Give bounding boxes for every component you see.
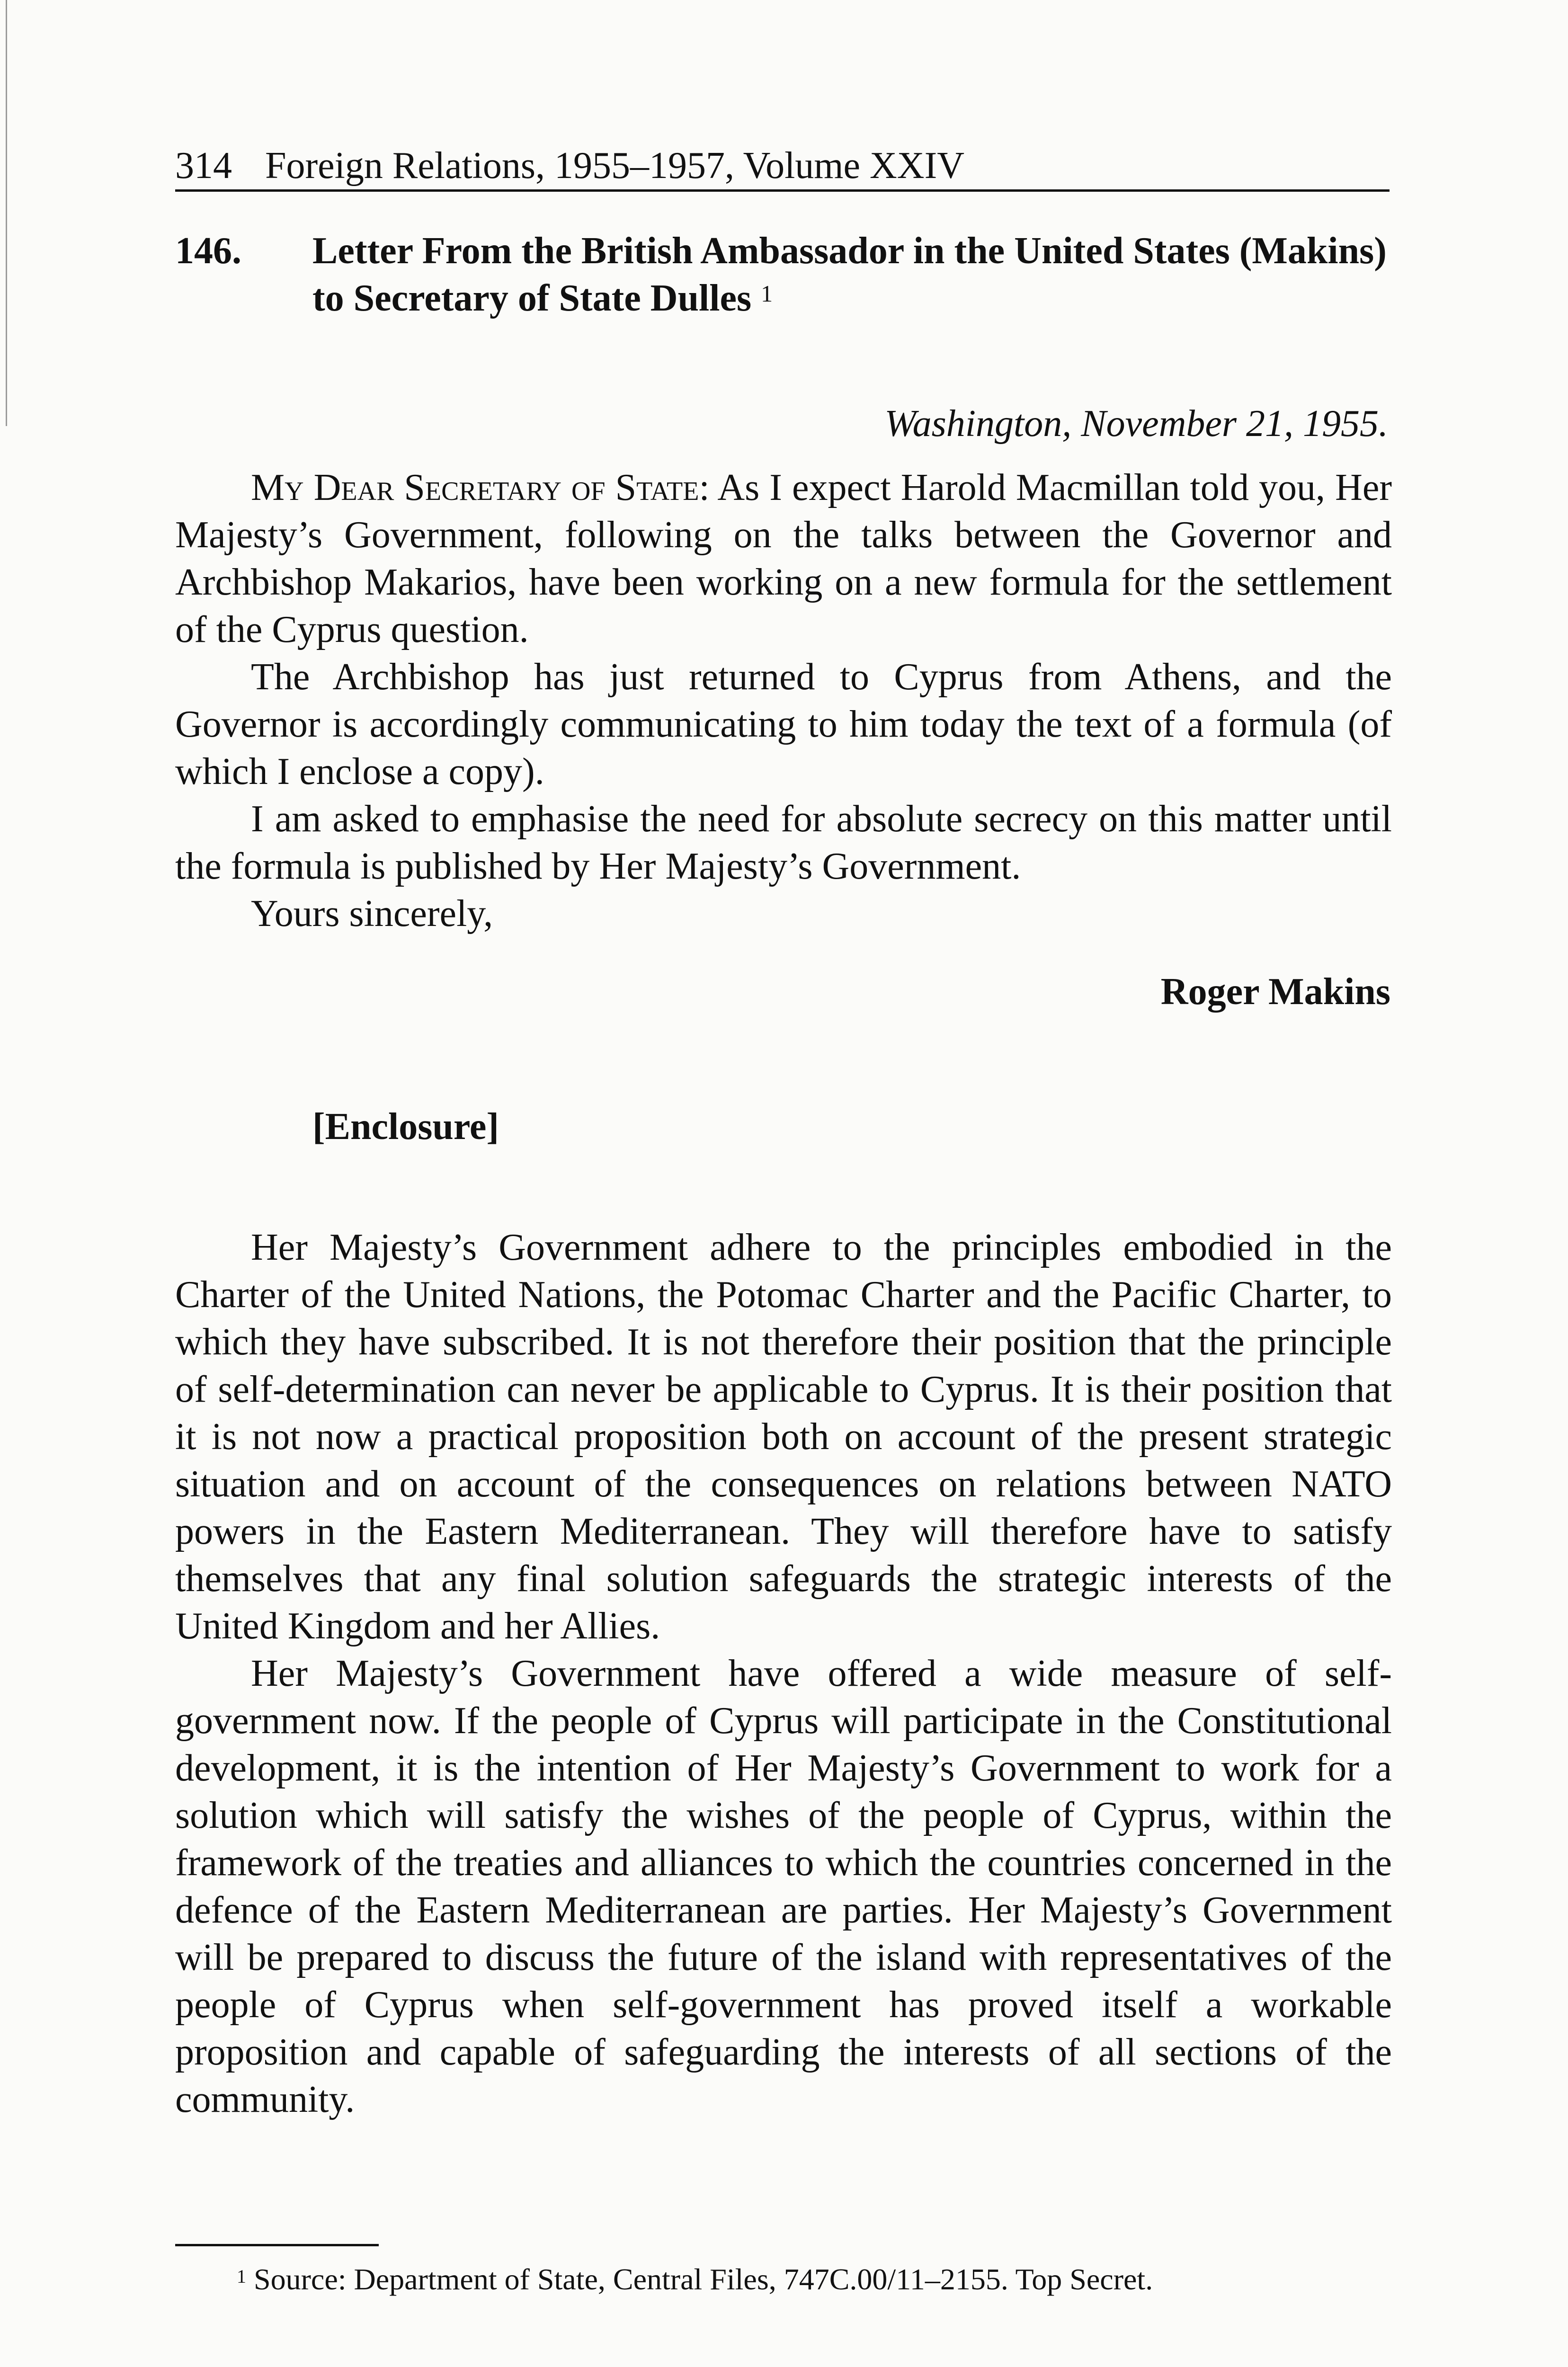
- footnote-text: Source: Department of State, Central Files, 747C.00/11–2155. Top Secret.: [254, 2262, 1153, 2296]
- enclosure-paragraph: Her Majesty’s Government have offered a wide measure of self-government now. If the people of Cyprus will participate in the Constitutional development, it is the intention of Her Majesty’s Government to work for a solution which will satisfy the wishes of the people of Cyprus, within the framework of the treaties and alliances to which the countries concerned in the defence of the Eastern Mediterranean are parties. Her Majesty’s Government will be prepared to discuss the future of the island with representatives of the people of Cyprus when self-government has proved itself a workable proposition and capable of safeguarding the interests of all sections of the community.: [175, 1653, 1392, 2120]
- document-heading: [175, 227, 1406, 322]
- enclosure-body: [175, 1224, 1392, 2123]
- signature: Roger Makins: [1160, 971, 1390, 1013]
- letter-body: [175, 464, 1392, 937]
- running-title: Foreign Relations, 1955–1957, Volume XXIV: [265, 145, 964, 187]
- footnote-divider: [175, 2244, 379, 2246]
- document-number: 146.: [175, 230, 241, 272]
- footnote-ref[interactable]: 1: [761, 280, 773, 307]
- document-title: Letter From the British Ambassador in the United States (Makins) to Secretary of State Dulles: [312, 230, 1387, 319]
- letter-paragraph: My Dear Secretary of State: As I expect Harold Macmillan told you, Her Majesty’s Government, following on the talks between the Governor and Archbishop Makarios, have been working on a new formula for the settlement of the Cyprus question.: [175, 467, 1392, 650]
- page-edge-rule: [6, 0, 7, 426]
- footnote: [237, 2260, 1153, 2298]
- letter-paragraph: I am asked to emphasise the need for absolute secrecy on this matter until the formula is published by Her Majesty’s Government.: [175, 798, 1392, 887]
- page-number: 314: [175, 145, 232, 187]
- footnote-marker: 1: [237, 2266, 246, 2287]
- running-head: [175, 142, 1390, 192]
- salutation: My Dear Secretary of State:: [251, 467, 710, 508]
- letter-paragraph: The Archbishop has just returned to Cyprus from Athens, and the Governor is accordingly communicating to him today the text of a formula (of which I enclose a copy).: [175, 656, 1392, 792]
- dateline: Washington, November 21, 1955.: [884, 403, 1388, 445]
- enclosure-heading: [Enclosure]: [312, 1106, 499, 1148]
- closing: Yours sincerely,: [251, 893, 493, 934]
- enclosure-paragraph: Her Majesty’s Government adhere to the principles embodied in the Charter of the United Nations, the Potomac Charter and the Pacific Charter, to which they have subscribed. It is not therefore their position that the principle of self-determination can never be applicable to Cyprus. It is their position that it is not now a practical proposition both on account of the present strategic situation and on account of the consequences on relations between NATO powers in the Eastern Mediterranean. They will therefore have to satisfy themselves that any final solution safeguards the strategic interests of the United Kingdom and her Allies.: [175, 1227, 1392, 1647]
- document-title-block: [312, 227, 1406, 322]
